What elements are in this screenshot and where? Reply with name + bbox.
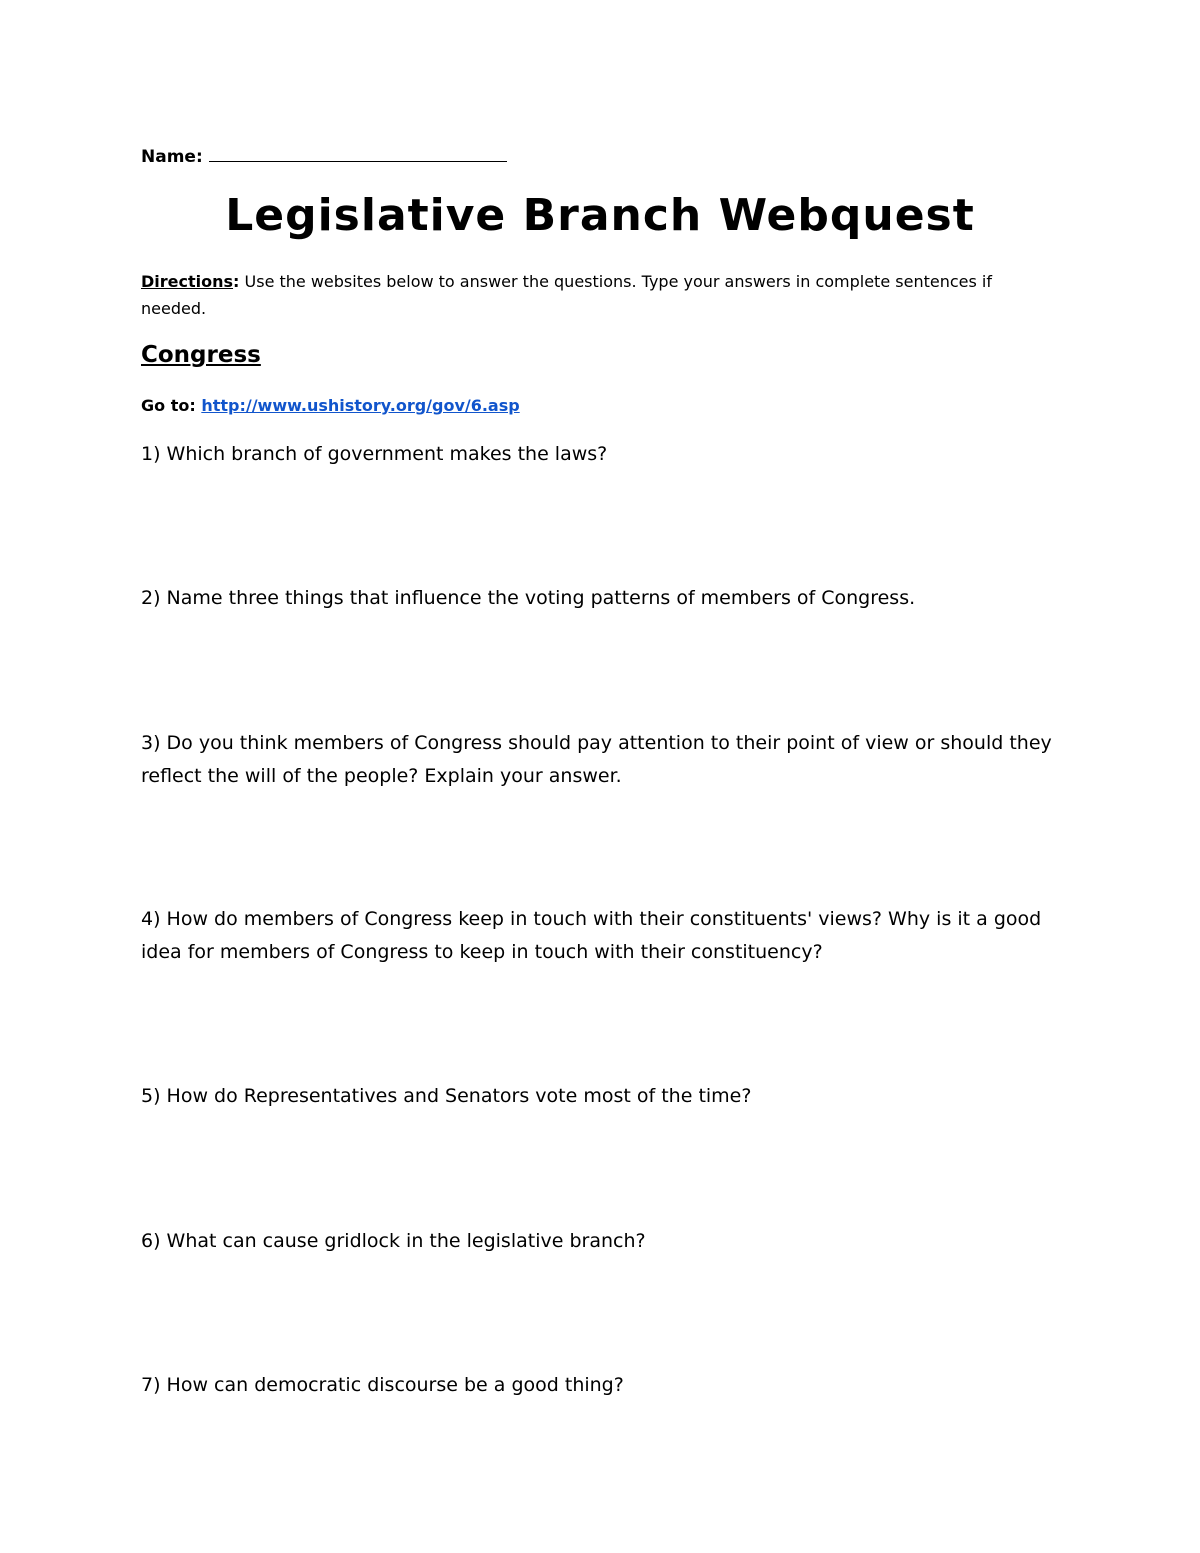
directions-colon: : — [233, 272, 240, 291]
goto-link[interactable]: http://www.ushistory.org/gov/6.asp — [201, 396, 520, 415]
question-1: 1) Which branch of government makes the laws? — [141, 443, 608, 465]
goto-label: Go to: — [141, 396, 202, 415]
question-4: 4) How do members of Congress keep in touch with their constituents' views? Why is it a good idea for members of Congress to keep in touch with their constituency? — [141, 908, 1042, 963]
page-title: Legislative Branch Webquest — [225, 190, 975, 241]
question-5: 5) How do Representatives and Senators vote most of the time? — [141, 1085, 752, 1107]
directions-label: Directions — [141, 272, 234, 291]
question-3: 3) Do you think members of Congress should pay attention to their point of view or should they reflect the will of the people? Explain your answer. — [141, 732, 1052, 787]
question-2: 2) Name three things that influence the voting patterns of members of Congress. — [141, 587, 916, 609]
question-7: 7) How can democratic discourse be a good thing? — [141, 1374, 624, 1396]
directions-paragraph — [141, 268, 1021, 322]
section-heading: Congress — [141, 342, 261, 368]
name-row — [141, 141, 507, 167]
question-6: 6) What can cause gridlock in the legislative branch? — [141, 1230, 646, 1252]
name-label: Name: — [141, 147, 203, 167]
name-field[interactable] — [209, 141, 507, 162]
goto-line — [141, 396, 520, 415]
directions-text: Use the websites below to answer the questions. Type your answers in complete sentences if needed. — [141, 272, 992, 318]
